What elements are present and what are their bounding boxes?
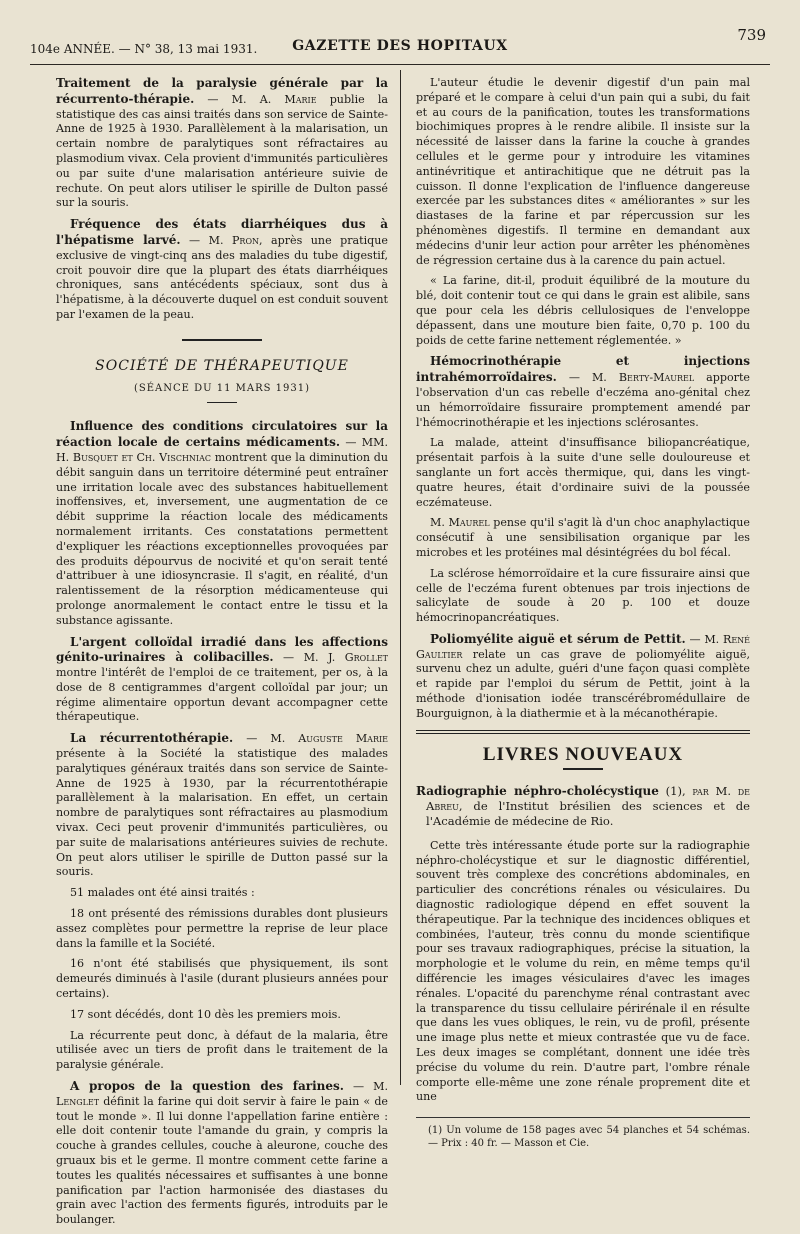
footnote-ref: (1),	[665, 784, 686, 799]
article-author: M. A. Marie	[231, 92, 317, 106]
article-argent-colloidal: L'argent colloïdal irradié dans les affections génito-urinaires à colibacilles. — M. J. Grollet montre l'intérêt de l'emploi de ce traitement, per os, à la dose de 8 centigrammes d'argent colloïdal par jour; un régime alimentaire opportun devant accompagner cette thérapeutique.	[56, 634, 388, 724]
article-text: présente à la Société la statistique des malades paralytiques généraux traités dans son service de Sainte-Anne de 1925 à 1930, par la récurrentothérapie parallèlement à la malarisation. En effet, un certain nombre de paralytiques sont réfractaires au plasmodium vivax. Ceci peut provenir d'immunités particulières, ou par suite de malarisations antérieures suivies de rechute. On peut alors utiliser le spirille de Dutton passé sur la souris.	[56, 747, 388, 879]
seance-date: (SÉANCE DU 11 MARS 1931)	[133, 382, 311, 394]
article-title: Poliomyélite aiguë et sérum de Pettit.	[430, 631, 686, 646]
quote-paragraph: « La farine, dit-il, produit équilibré de la mouture du blé, doit contenir tout ce qui dans le grain est alibile, sans que pour cela les débris cellulosiques de l'enveloppe dépassent, dans une mouture bien faite, 0,70 p. 100 du poids de cette farine nettement réglementée. »	[416, 274, 750, 347]
article-poliomyelite: Poliomyélite aiguë et sérum de Pettit. — M. René Gaultier relate un cas grave de poliomyélite aiguë, survenu chez un adulte, guéri d'une façon quasi complète et rapide par l'emploi du sérum de Pettit, joint à la méthode d'ionisation iodée transcérébromédullaire de Bourguignon, à la diathermie et à la mécanothérapie.	[416, 631, 751, 720]
paragraph: 16 n'ont été stabilisés que physiquement, ils sont demeurés diminués à l'asile (durant plusieurs années pour certains).	[56, 957, 388, 1001]
article-author: MM. H. Busquet et Ch. Vischniac	[56, 436, 388, 464]
article-text: pense qu'il s'agit là d'un choc anaphylactique consécutif à une sensibilisation organique par les microbes et les protéines mal désintégrées du bol fécal.	[416, 516, 750, 559]
article-text: apporte l'observation d'un cas rebelle d'eczéma ano-génital chez un hémorroïdaire fissuraire promptement amendé par l'hémocrinothérapie et les injections sclérosantes.	[416, 371, 750, 429]
article-text: publie la statistique des cas ainsi traités dans son service de Sainte-Anne de 1925 à 1930. Parallèlement à la malarisation, un certain nombre de paralytiques sont réfractaires au plasmodium vivax. Cela provient d'immunités particulières ou par suite d'une malarisation antérieure suivie de rechute. On peut alors utiliser le spirille de Dulton passé sur la souris.	[56, 92, 389, 210]
article-diarrhee: Fréquence des états diarrhéiques dus à l'hépatisme larvé. — M. Pron, après une pratique exclusive de vingt-cinq ans des maladies du tube digestif, croit pouvoir dire que la plupart des états diarrhéiques chroniques, sans antécédents spéciaux, sont dus à l'hépatisme, à la découverte duquel on est conduit souvent par l'examen de la peau.	[56, 217, 388, 321]
left-column	[56, 76, 388, 1234]
right-column	[416, 76, 750, 1150]
article-hemocrinotherapie: Hémocrinothérapie et injections intrahémorroïdaires. — M. Berty-Maurel apporte l'observation d'un cas rebelle d'eczéma ano-génital chez un hémorroïdaire fissuraire promptement amendé par l'hémocrinothérapie et les injections sclérosantes.	[416, 354, 750, 429]
issue-line: 104e ANNÉE. — N° 38, 13 mai 1931.	[30, 42, 258, 56]
article-author: M. René Gaultier	[416, 632, 751, 661]
paragraph: 18 ont présenté des rémissions durables dont plusieurs assez complètes pour permettre la reprise de leur place dans la famille et la Société.	[56, 907, 388, 950]
book-heading	[416, 784, 750, 828]
article-title: Fréquence des états diarrhéiques dus à l'hépatisme larvé.	[56, 217, 388, 247]
article-author: M. Lenglet	[56, 1080, 388, 1108]
book-author: par M. de Abreu,	[426, 784, 751, 814]
article-text: définit la farine qui doit servir à faire le pain « de tout le monde ». Il lui donne l'appellation farine entière : elle doit contenir toute l'amande du grain, y compris la couche à grandes cellules, couche à aleurone, couche des gruaux bis et le germe. Il montre comment cette farine a toutes les qualités nécessaires et suffisantes à une bonne panification par l'action harmonisée des diastases du grain avec l'action des ferments figurés, introduits par le boulanger.	[56, 1094, 388, 1227]
article-text: relate un cas grave de poliomyélite aiguë, survenu chez un adulte, guéri d'une façon quasi complète et rapide par l'emploi du sérum de Pettit, joint à la méthode d'ionisation iodée transcérébromédullaire de Bourguignon, à la diathermie et à la mécanothérapie.	[416, 647, 750, 720]
column-divider	[400, 70, 401, 1085]
article-author: M. Maurel	[430, 516, 490, 530]
header-rule	[30, 64, 770, 65]
paragraph: La récurrente peut donc, à défaut de la malaria, être utilisée avec un tiers de profit dans le traitement de la paralysie générale.	[56, 1028, 388, 1072]
page-number: 739	[737, 26, 766, 44]
paragraph: La malade, atteint d'insuffisance biliopancréatique, présentait parfois à la suite d'une selle douloureuse et sanglante un fort accès thermique, qui, dans les vingt-quatre heures, était d'ordinaire suivi de la poussée eczémateuse.	[416, 436, 750, 509]
footnote: (1) Un volume de 158 pages avec 54 planches et 54 schémas. — Prix : 40 fr. — Masson et Cie.	[428, 1125, 750, 1150]
journal-name: GAZETTE DES HOPITAUX	[292, 38, 508, 54]
article-text: après une pratique exclusive de vingt-cinq ans des maladies du tube digestif, croit pouvoir dire que la plupart des états diarrhéiques chroniques, sans antécédents spéciaux, sont dus à l'hépatisme, à la découverte duquel on est conduit souvent par l'examen de la peau.	[56, 233, 388, 321]
article-text: montre l'intérêt de l'emploi de ce traitement, per os, à la dose de 8 centigrammes d'argent colloïdal par jour; un régime alimentaire opportun devant accompagner cette thérapeutique.	[56, 666, 388, 724]
section-title: SOCIÉTÉ DE THÉRAPEUTIQUE	[95, 357, 349, 374]
article-author: M. Auguste Marie	[270, 732, 388, 746]
article-title: Influence des conditions circulatoires sur la réaction locale de certains médicaments.	[56, 419, 388, 450]
section-title-livres: LIVRES NOUVEAUX	[482, 743, 684, 765]
paragraph: La sclérose hémorroïdaire et la cure fissuraire ainsi que celle de l'eczéma furent obtenues par trois injections de salicylate de soude à 20 p. 100 et douze hémocrinopancréatiques.	[416, 566, 750, 625]
footnote-rule	[416, 1117, 750, 1118]
section-rule	[182, 339, 262, 341]
article-title: Hémocrinothérapie et injections intrahémorroïdaires.	[416, 354, 750, 385]
section-double-rule	[416, 730, 750, 734]
article-title: Traitement de la paralysie générale par la récurrento-thérapie.	[56, 76, 388, 106]
book-affiliation: de l'Institut brésilien des sciences et de l'Académie de médecine de Rio.	[426, 799, 751, 829]
article-title: A propos de la question des farines.	[70, 1079, 344, 1094]
article-author: M. Berty-Maurel	[591, 371, 695, 385]
article-circulatoires: Influence des conditions circulatoires sur la réaction locale de certains médicaments. — MM. H. Busquet et Ch. Vischniac montrent que la diminution du débit sanguin dans un territoire déterminé peut entraîner une irritation locale avec des substances habituellement inoffensives, et, inversement, une augmentation de ce débit supprime la réaction locale des médicaments normalement irritants. Ces constatations permettent d'expliquer les réactions exceptionnelles provoquées par des produits dépourvus de nocivité et qu'on serait tenté d'attribuer à une idiosyncrasie. Il s'agit, en réalité, d'un ralentissement de la résorption médicamenteuse qui prolonge anormalement le contact entre le tissu et la substance agissante.	[56, 419, 389, 627]
book-title: Radiographie néphro-cholécystique	[416, 784, 659, 799]
article-author: M. J. Grollet	[303, 651, 388, 665]
paragraph	[416, 516, 750, 560]
paragraph: L'auteur étudie le devenir digestif d'un pain mal préparé et le compare à celui d'un pain qui a subi, du fait et au cours de la panification, toutes les transformations biochimiques propres à le rendre alibile. Il insiste sur la nécessité de laisser dans la farine la couche à grandes cellules et le germe pour y introduire les vitamines antinévritique et antirachitique que ne détruit pas la cuisson. Il donne l'explication de l'influence dangereuse exercée par les substances dites « améliorantes » sur les diastases de la farine et par répercussion sur les phénomènes digestifs. Il termine en demandant aux médecins d'unir leur action pour arrêter les phénomènes de régression certaine dus à la carence du pain actuel.	[416, 76, 750, 267]
article-title: La récurrentothérapie.	[70, 731, 234, 746]
running-header	[30, 26, 770, 62]
paragraph: 17 sont décédés, dont 10 dès les premiers mois.	[70, 1007, 341, 1021]
book-review-text: Cette très intéressante étude porte sur la radiographie néphro-cholécystique et sur le diagnostic différentiel, souvent très complexe des concrétions abdominales, en particulier des concrétions rénales ou vésiculaires. Du diagnostic radiologique dépend en effet souvent la thérapeutique. Par la technique des incidences obliques et combinées, l'auteur, très connu du monde scientifique pour ses travaux radiographiques, précise la situation, la morphologie et le volume du rein, en même temps qu'il différencie les images vésiculaires d'avec les images rénales. L'opacité du parenchyme rénal contrastant avec la transparence du tissu cellulaire périrénale il en résulte que dans les vues obliques, le rein, vu de profil, présente une image plus nette et mieux contrastée que vu de face. Les deux images se complétant, donnent une idée très précise du volume du rein. D'autre part, l'ombre rénale comporte elle-même une zone rénale proprement dite et une	[416, 838, 750, 1104]
section-rule-small	[207, 402, 237, 403]
article-text: montrent que la diminution du débit sanguin dans un territoire déterminé peut entraîner une irritation locale avec des substances habituellement inoffensives, et, inversement, une augmentation de ce débit supprime la réaction locale des médicaments normalement irritants. Ces constatations permettent d'expliquer les réactions exceptionnelles provoquées par des produits dépourvus de nocivité et qu'on serait tenté d'attribuer à une idiosyncrasie. Il s'agit, en réalité, d'un ralentissement de la résorption médicamenteuse qui prolonge anormalement le contact entre le tissu et la substance agissante.	[56, 450, 389, 627]
section-rule-small	[563, 768, 603, 770]
article-farines: A propos de la question des farines. — M. Lenglet définit la farine qui doit servir à faire le pain « de tout le monde ». Il lui donne l'appellation farine entière : elle doit contenir toute l'amande du grain, y compris la couche à grandes cellules, couche à aleurone, couche des gruaux bis et le germe. Il montre comment cette farine a toutes les qualités nécessaires et suffisantes à une bonne panification par l'action harmonisée des diastases du grain avec l'action des ferments figurés, introduits par le boulanger.	[56, 1079, 388, 1227]
article-paralysie: Traitement de la paralysie générale par la récurrento-thérapie. — M. A. Marie publie la statistique des cas ainsi traités dans son service de Sainte-Anne de 1925 à 1930. Parallèlement à la malarisation, un certain nombre de paralytiques sont réfractaires au plasmodium vivax. Cela provient d'immunités particulières ou par suite d'une malarisation antérieure suivie de rechute. On peut alors utiliser le spirille de Dulton passé sur la souris.	[56, 76, 389, 210]
article-recurrentotherapie: La récurrentothérapie. — M. Auguste Marie présente à la Société la statistique des malades paralytiques généraux traités dans son service de Sainte-Anne de 1925 à 1930, par la récurrentothérapie parallèlement à la malarisation. En effet, un certain nombre de paralytiques sont réfractaires au plasmodium vivax. Ceci peut provenir d'immunités particulières, ou par suite de malarisations antérieures suivies de rechute. On peut alors utiliser le spirille de Dutton passé sur la souris.	[56, 731, 388, 879]
paragraph: 51 malades ont été ainsi traités :	[70, 886, 255, 900]
article-title: L'argent colloïdal irradié dans les affections génito-urinaires à colibacilles.	[56, 634, 388, 665]
article-author: M. Pron,	[208, 233, 263, 247]
